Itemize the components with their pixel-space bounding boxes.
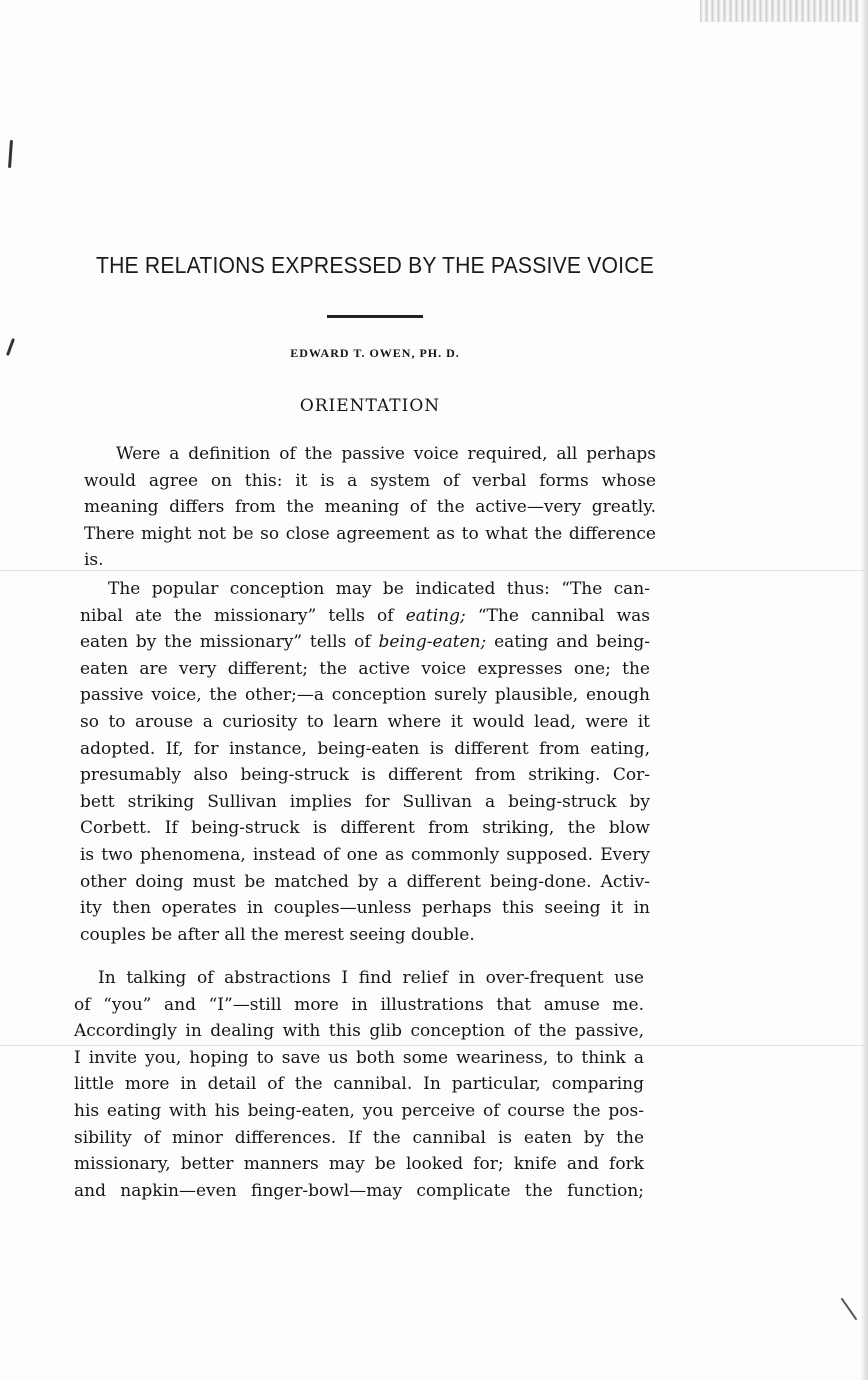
author-line: EDWARD T. OWEN, PH. D. — [290, 346, 460, 360]
text-line: I invite you, hoping to save us both some weariness, to think a — [74, 1047, 644, 1068]
paragraph-1 — [84, 441, 656, 574]
text-line: his eating with his being-eaten, you perceive of course the pos- — [74, 1100, 644, 1121]
page-edge-shadow — [860, 0, 868, 1380]
text-line: In talking of abstractions I find relief in over-frequent use — [98, 968, 644, 988]
text-line: Were a definition of the passive voice required, all perhaps — [116, 444, 656, 464]
paragraph-3 — [74, 965, 644, 1204]
paragraph-2 — [80, 576, 650, 948]
text-line: of “you” and “I”—still more in illustrations that amuse me. — [74, 994, 644, 1015]
text-line: so to arouse a curiosity to learn where it would lead, were it — [80, 711, 650, 732]
text-segment: “The cannibal was — [465, 605, 650, 626]
italic-term: being-eaten; — [378, 632, 487, 653]
text-line: passive voice, the other;—a conception surely plausible, enough — [80, 685, 650, 706]
text-line: is two phenomena, instead of one as commonly supposed. Every — [80, 844, 650, 865]
text-line: would agree on this: it is a system of verbal forms whose — [84, 470, 656, 491]
text-line: is. — [84, 550, 104, 571]
corner-mark — [841, 1298, 858, 1320]
text-line: There might not be so close agreement as to what the difference — [84, 523, 656, 544]
text-line: ity then operates in couples—unless perhaps this seeing it in — [80, 898, 650, 919]
text-line: bett striking Sullivan implies for Sullivan a being-struck by — [80, 791, 650, 812]
italic-term: eating; — [405, 605, 466, 626]
text-segment: eaten by the missionary” tells of — [80, 632, 379, 653]
text-line: The popular conception may be indicated thus: “The can- — [108, 579, 650, 599]
margin-mark — [6, 338, 15, 356]
text-line: sibility of minor differences. If the cannibal is eaten by the — [74, 1127, 644, 1148]
text-line: and napkin—even finger-bowl—may complicate the function; — [74, 1180, 644, 1201]
text-line: couples be after all the merest seeing double. — [80, 924, 475, 945]
text-segment: eating and being- — [486, 632, 650, 653]
section-heading: ORIENTATION — [299, 396, 441, 416]
text-line: eaten are very different; the active voice expresses one; the — [80, 658, 650, 679]
text-line: adopted. If, for instance, being-eaten is different from eating, — [80, 738, 650, 759]
article-title: THE RELATIONS EXPRESSED BY THE PASSIVE VOICE — [95, 252, 655, 278]
scan-edge-artifact — [700, 0, 868, 22]
text-line: Corbett. If being-struck is different from striking, the blow — [80, 818, 650, 839]
title-rule — [327, 315, 423, 318]
text-line: other doing must be matched by a different being-done. Activ- — [80, 871, 650, 892]
text-line: meaning differs from the meaning of the active—very greatly. — [84, 497, 656, 518]
text-line: missionary, better manners may be looked for; knife and fork — [74, 1154, 644, 1175]
text-segment: nibal ate the missionary” tells of — [80, 605, 406, 626]
text-line — [80, 603, 650, 630]
text-line — [80, 629, 650, 656]
text-line: little more in detail of the cannibal. In particular, comparing — [74, 1074, 644, 1095]
text-line: presumably also being-struck is different from striking. Cor- — [80, 765, 650, 786]
text-line: Accordingly in dealing with this glib conception of the passive, — [74, 1021, 644, 1042]
margin-mark — [8, 140, 13, 168]
